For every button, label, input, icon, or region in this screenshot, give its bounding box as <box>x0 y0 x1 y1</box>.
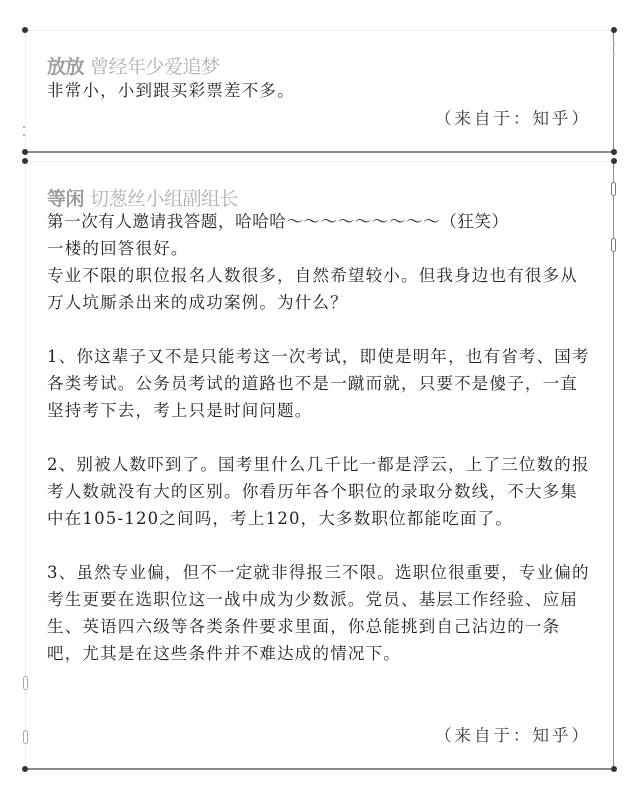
answer-source: （来自于：知乎） <box>435 726 591 745</box>
answer-header <box>47 52 220 79</box>
paragraph-spacer <box>47 316 591 343</box>
resize-handle-bottom-right-icon[interactable] <box>611 149 617 155</box>
answer-paragraph: 3、虽然专业偏，但不一定就非得报三不限。选职位很重要，专业偏的考生更要在选职位这一战中成为少数派。党员、基层工作经验、应届生、英语四六级等各类条件要求里面，你总能挑到自己沾边的一条吧，尤其是在这些条件并不难达成的情况下。 <box>47 563 590 663</box>
answer-paragraph: 2、别被人数吓到了。国考里什么几千比一都是浮云，上了三位数的报考人数就没有大的区别。你看历年各个职位的录取分数线，不大多集中在105-120之间吗，考上120，大多数职位都能吃面了。 <box>47 455 590 528</box>
author-name: 等闲 <box>47 188 85 210</box>
paragraph-spacer <box>47 532 591 559</box>
resize-handle-top-right-icon[interactable] <box>611 27 617 33</box>
resize-handle-top-left-icon[interactable] <box>22 27 28 33</box>
answer-header <box>47 184 238 211</box>
edge-handle-icon[interactable] <box>611 238 616 252</box>
answer-paragraph: 专业不限的职位报名人数很多，自然希望较小。但我身边也有很多从万人坑厮杀出来的成功案例。为什么？ <box>47 266 578 312</box>
edge-marker-icon <box>613 43 615 45</box>
author-tagline: 曾经年少爱追梦 <box>90 56 220 78</box>
resize-handle-bottom-left-icon[interactable] <box>22 766 28 772</box>
answer-card-2 <box>25 161 614 770</box>
answer-source: （来自于：知乎） <box>435 109 591 128</box>
edge-handle-icon[interactable] <box>611 182 616 196</box>
edge-handle-icon[interactable] <box>23 676 28 690</box>
answer-paragraph: 第一次有人邀请我答题，哈哈哈～～～～～～～～～（狂笑） <box>47 212 509 231</box>
edge-marker-icon <box>23 134 25 136</box>
answer-card-1 <box>25 30 614 153</box>
edge-handle-icon[interactable] <box>23 730 28 744</box>
answer-paragraph: 一楼的回答很好。 <box>47 239 189 258</box>
answer-body <box>47 77 591 104</box>
edge-marker-icon <box>613 53 615 55</box>
resize-handle-bottom-left-icon[interactable] <box>22 149 28 155</box>
author-tagline: 切葱丝小组副组长 <box>90 188 239 210</box>
answer-paragraph: 非常小，小到跟买彩票差不多。 <box>47 81 295 100</box>
author-name: 放放 <box>47 56 85 78</box>
answer-paragraph: 1、你这辈子又不是只能考这一次考试，即使是明年，也有省考、国考各类考试。公务员考试的道路也不是一蹴而就，只要不是傻子，一直坚持考下去，考上只是时间问题。 <box>47 347 590 420</box>
paragraph-spacer <box>47 424 591 451</box>
answer-body <box>47 208 591 667</box>
resize-handle-bottom-right-icon[interactable] <box>611 766 617 772</box>
resize-handle-top-right-icon[interactable] <box>611 158 617 164</box>
edge-marker-icon <box>23 126 25 128</box>
resize-handle-top-left-icon[interactable] <box>22 158 28 164</box>
